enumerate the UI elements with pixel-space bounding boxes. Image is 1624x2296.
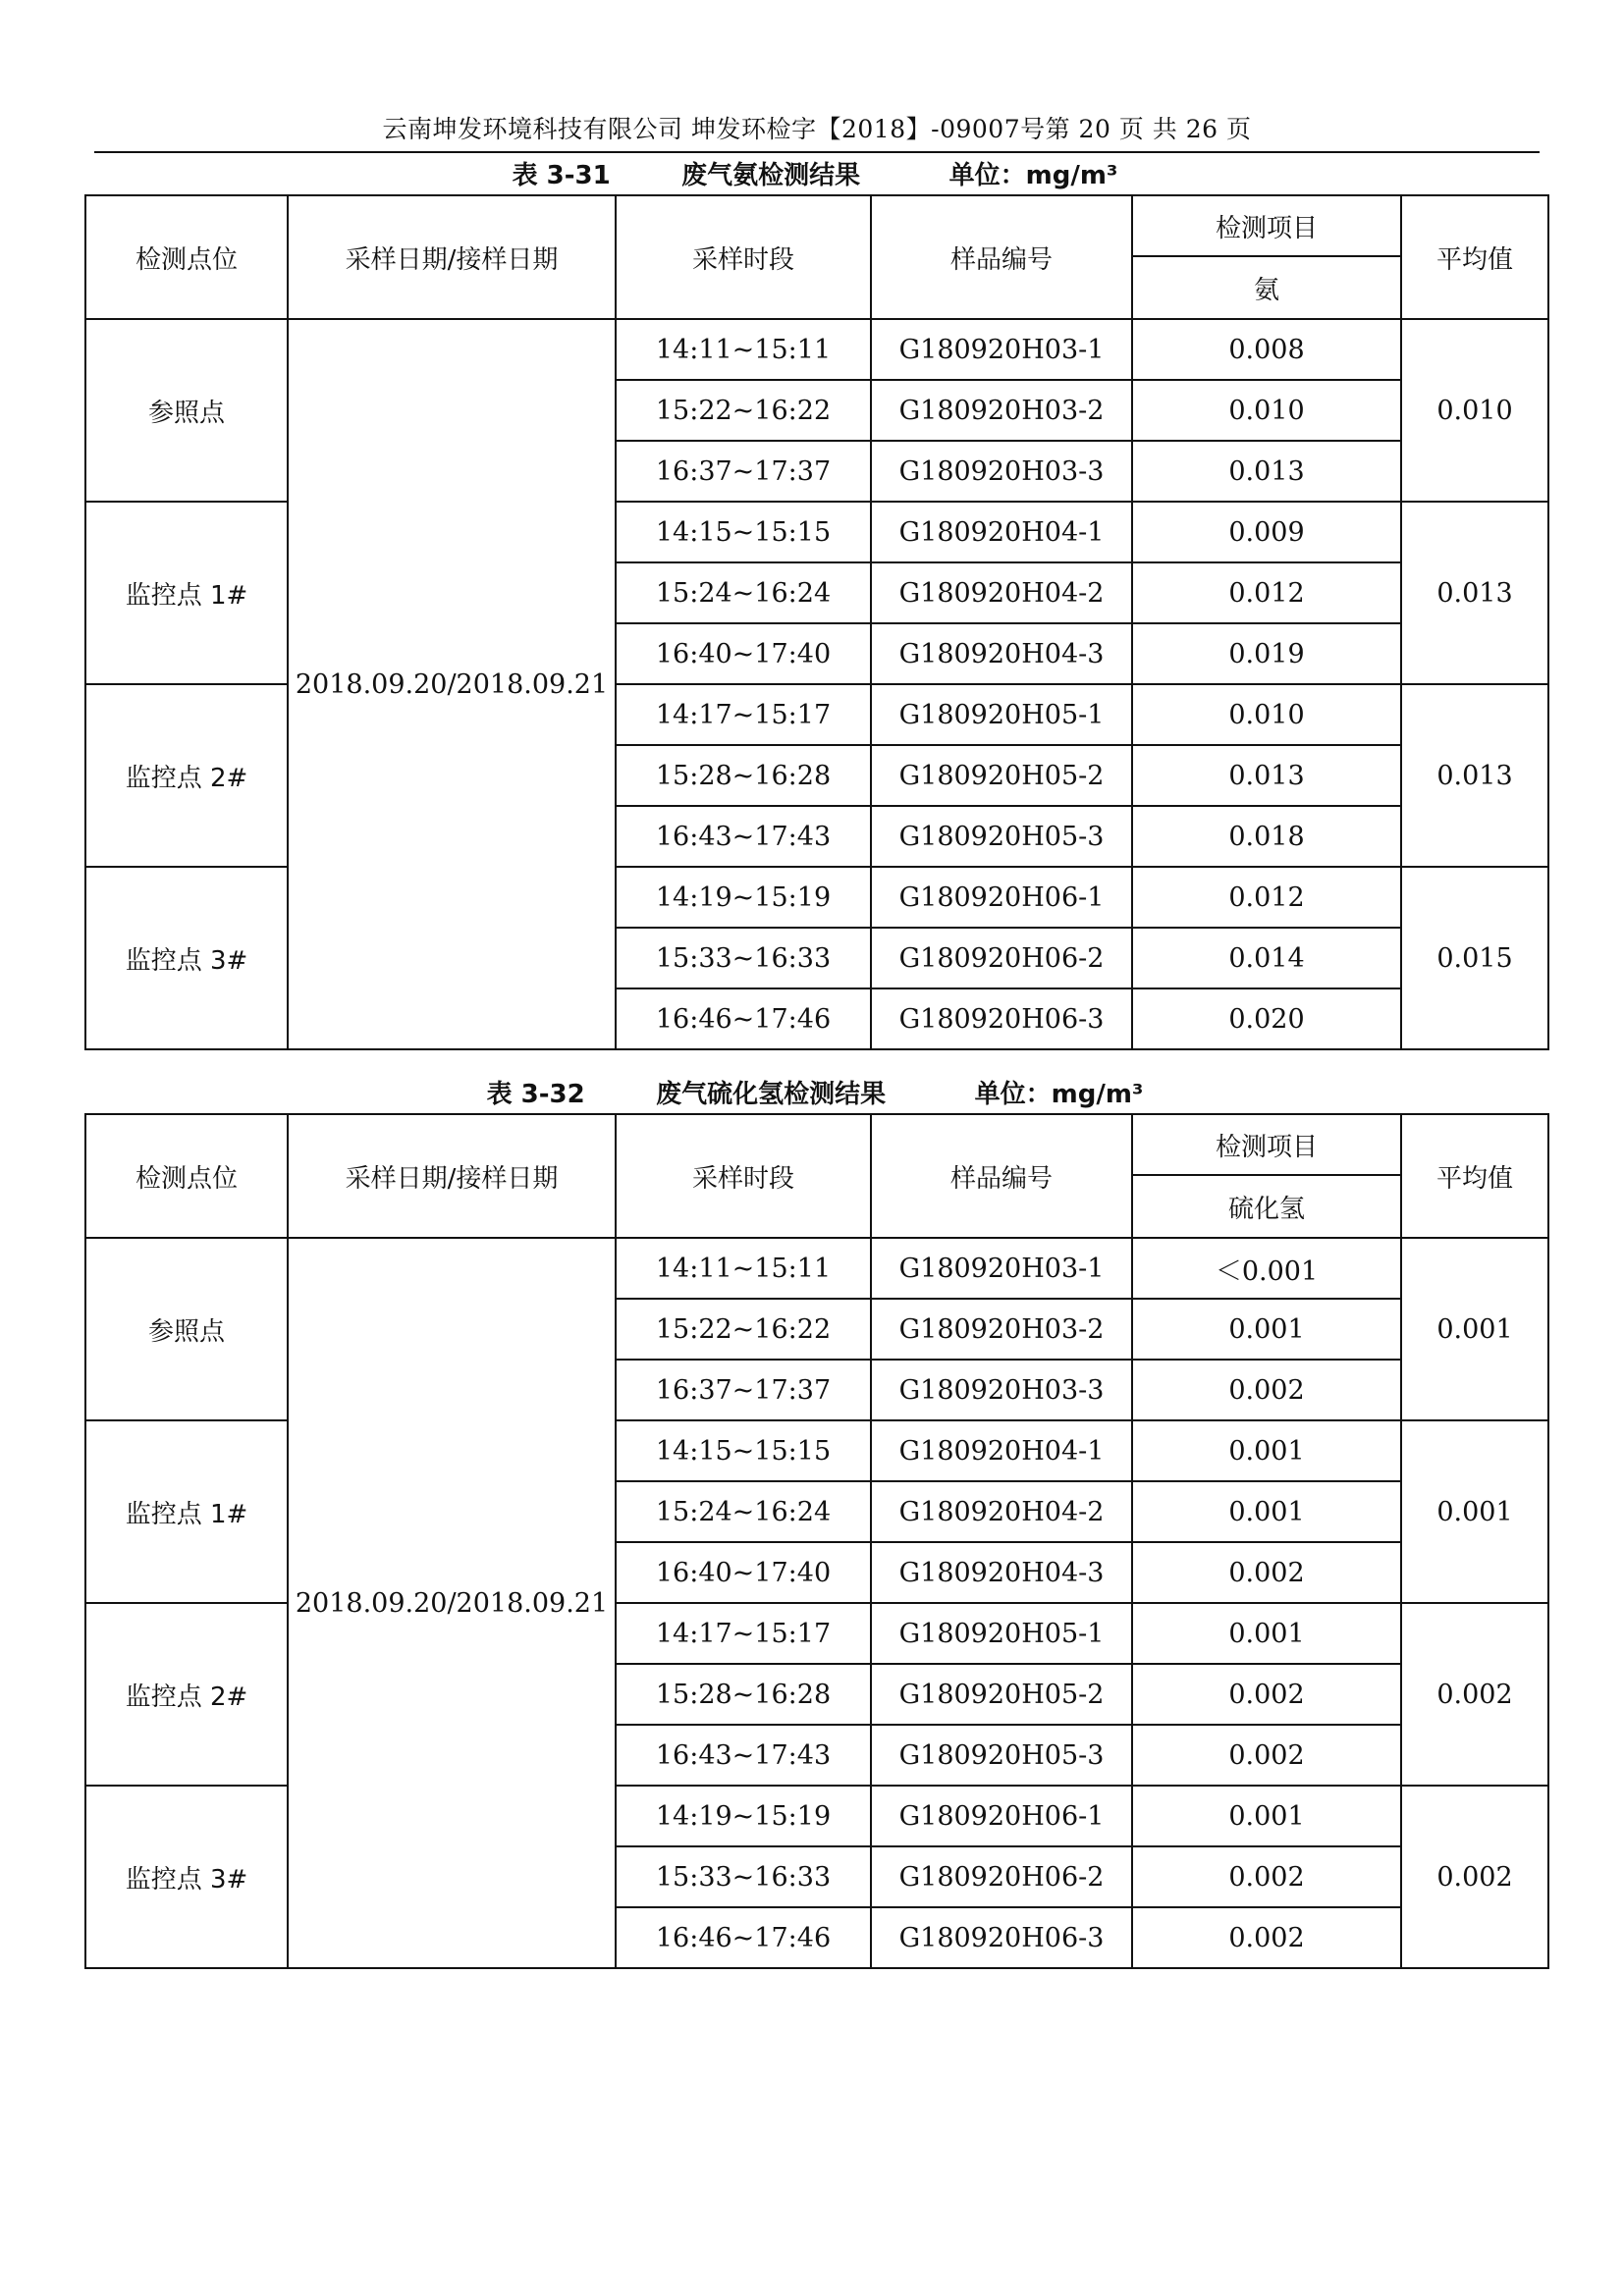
period-cell: 15:24~16:24 [616,562,871,623]
value-cell: 0.002 [1132,1664,1401,1725]
col-header-sample: 样品编号 [871,195,1132,319]
sample-id-cell: G180920H04-3 [871,623,1132,684]
table-row [85,1238,1548,1299]
col-header-item: 检测项目 [1132,195,1401,256]
period-cell: 14:17~15:17 [616,1603,871,1664]
col-header-item-name: 硫化氢 [1132,1175,1401,1238]
average-cell: 0.001 [1401,1238,1548,1420]
period-cell: 15:33~16:33 [616,928,871,988]
sample-id-cell: G180920H05-3 [871,1725,1132,1786]
sample-id-cell: G180920H03-1 [871,1238,1132,1299]
col-header-point: 检测点位 [85,195,288,319]
col-header-avg: 平均值 [1401,195,1548,319]
period-cell: 16:40~17:40 [616,1542,871,1603]
period-cell: 14:15~15:15 [616,502,871,562]
value-cell: 0.002 [1132,1907,1401,1968]
period-cell: 15:22~16:22 [616,1299,871,1360]
point-cell: 参照点 [85,1238,288,1420]
sample-id-cell: G180920H06-3 [871,1907,1132,1968]
period-cell: 15:28~16:28 [616,1664,871,1725]
col-header-item-name: 氨 [1132,256,1401,319]
col-header-date: 采样日期/接样日期 [288,1114,616,1238]
value-cell: 0.001 [1132,1603,1401,1664]
average-cell: 0.013 [1401,684,1548,867]
value-cell: 0.012 [1132,867,1401,928]
sample-id-cell: G180920H06-2 [871,928,1132,988]
page-header: 云南坤发环境科技有限公司 坤发环检字【2018】-09007号第 20 页 共 26 页 [382,115,1252,143]
sample-id-cell: G180920H04-2 [871,1481,1132,1542]
point-cell: 监控点 2# [85,1603,288,1786]
period-cell: 14:15~15:15 [616,1420,871,1481]
period-cell: 14:11~15:11 [616,319,871,380]
sample-id-cell: G180920H05-2 [871,1664,1132,1725]
period-cell: 14:19~15:19 [616,867,871,928]
value-cell: 0.010 [1132,380,1401,441]
value-cell: 0.019 [1132,623,1401,684]
value-cell: 0.009 [1132,502,1401,562]
period-cell: 16:37~17:37 [616,1360,871,1420]
point-cell: 监控点 1# [85,1420,288,1603]
sample-id-cell: G180920H03-2 [871,380,1132,441]
value-cell: 0.001 [1132,1420,1401,1481]
period-cell: 15:22~16:22 [616,380,871,441]
col-header-point: 检测点位 [85,1114,288,1238]
sample-id-cell: G180920H04-3 [871,1542,1132,1603]
date-cell: 2018.09.20/2018.09.21 [288,1238,616,1968]
value-cell: 0.002 [1132,1542,1401,1603]
value-cell: 0.012 [1132,562,1401,623]
average-cell: 0.010 [1401,319,1548,502]
point-cell: 监控点 3# [85,867,288,1049]
value-cell: 0.020 [1132,988,1401,1049]
period-cell: 14:17~15:17 [616,684,871,745]
average-cell: 0.013 [1401,502,1548,684]
table2-caption: 表 3-32 废气硫化氢检测结果 单位：mg/m³ [486,1080,1144,1109]
value-cell: 0.010 [1132,684,1401,745]
value-cell: 0.008 [1132,319,1401,380]
sample-id-cell: G180920H06-1 [871,867,1132,928]
average-cell: 0.002 [1401,1786,1548,1968]
col-header-period: 采样时段 [616,195,871,319]
value-cell: 0.002 [1132,1725,1401,1786]
date-cell: 2018.09.20/2018.09.21 [288,319,616,1049]
period-cell: 16:37~17:37 [616,441,871,502]
sample-id-cell: G180920H03-3 [871,1360,1132,1420]
value-cell: 0.014 [1132,928,1401,988]
sample-id-cell: G180920H05-1 [871,1603,1132,1664]
sample-id-cell: G180920H06-3 [871,988,1132,1049]
average-cell: 0.015 [1401,867,1548,1049]
period-cell: 16:43~17:43 [616,806,871,867]
sample-id-cell: G180920H03-1 [871,319,1132,380]
period-cell: 14:19~15:19 [616,1786,871,1846]
period-cell: 15:24~16:24 [616,1481,871,1542]
header-rule [94,151,1540,153]
point-cell: 参照点 [85,319,288,502]
sample-id-cell: G180920H06-1 [871,1786,1132,1846]
col-header-sample: 样品编号 [871,1114,1132,1238]
point-cell: 监控点 3# [85,1786,288,1968]
sample-id-cell: G180920H05-1 [871,684,1132,745]
point-cell: 监控点 2# [85,684,288,867]
sample-id-cell: G180920H05-2 [871,745,1132,806]
sample-id-cell: G180920H03-2 [871,1299,1132,1360]
table1-ammonia-results [84,194,1549,1050]
value-cell: 0.013 [1132,441,1401,502]
table1-caption: 表 3-31 废气氨检测结果 单位：mg/m³ [512,161,1118,190]
value-cell: 0.002 [1132,1360,1401,1420]
average-cell: 0.002 [1401,1603,1548,1786]
value-cell: 0.001 [1132,1481,1401,1542]
period-cell: 16:46~17:46 [616,988,871,1049]
sample-id-cell: G180920H04-1 [871,502,1132,562]
period-cell: 16:40~17:40 [616,623,871,684]
value-cell: 0.013 [1132,745,1401,806]
average-cell: 0.001 [1401,1420,1548,1603]
col-header-item: 检测项目 [1132,1114,1401,1175]
value-cell: 0.002 [1132,1846,1401,1907]
col-header-avg: 平均值 [1401,1114,1548,1238]
col-header-period: 采样时段 [616,1114,871,1238]
value-cell: 0.018 [1132,806,1401,867]
period-cell: 14:11~15:11 [616,1238,871,1299]
value-cell: 0.001 [1132,1786,1401,1846]
sample-id-cell: G180920H04-1 [871,1420,1132,1481]
point-cell: 监控点 1# [85,502,288,684]
period-cell: 15:33~16:33 [616,1846,871,1907]
period-cell: 16:46~17:46 [616,1907,871,1968]
sample-id-cell: G180920H06-2 [871,1846,1132,1907]
period-cell: 15:28~16:28 [616,745,871,806]
sample-id-cell: G180920H05-3 [871,806,1132,867]
sample-id-cell: G180920H04-2 [871,562,1132,623]
table2-h2s-results [84,1113,1549,1969]
sample-id-cell: G180920H03-3 [871,441,1132,502]
table-row [85,319,1548,380]
col-header-date: 采样日期/接样日期 [288,195,616,319]
value-cell: 0.001 [1132,1299,1401,1360]
period-cell: 16:43~17:43 [616,1725,871,1786]
value-cell: ＜0.001 [1132,1238,1401,1299]
